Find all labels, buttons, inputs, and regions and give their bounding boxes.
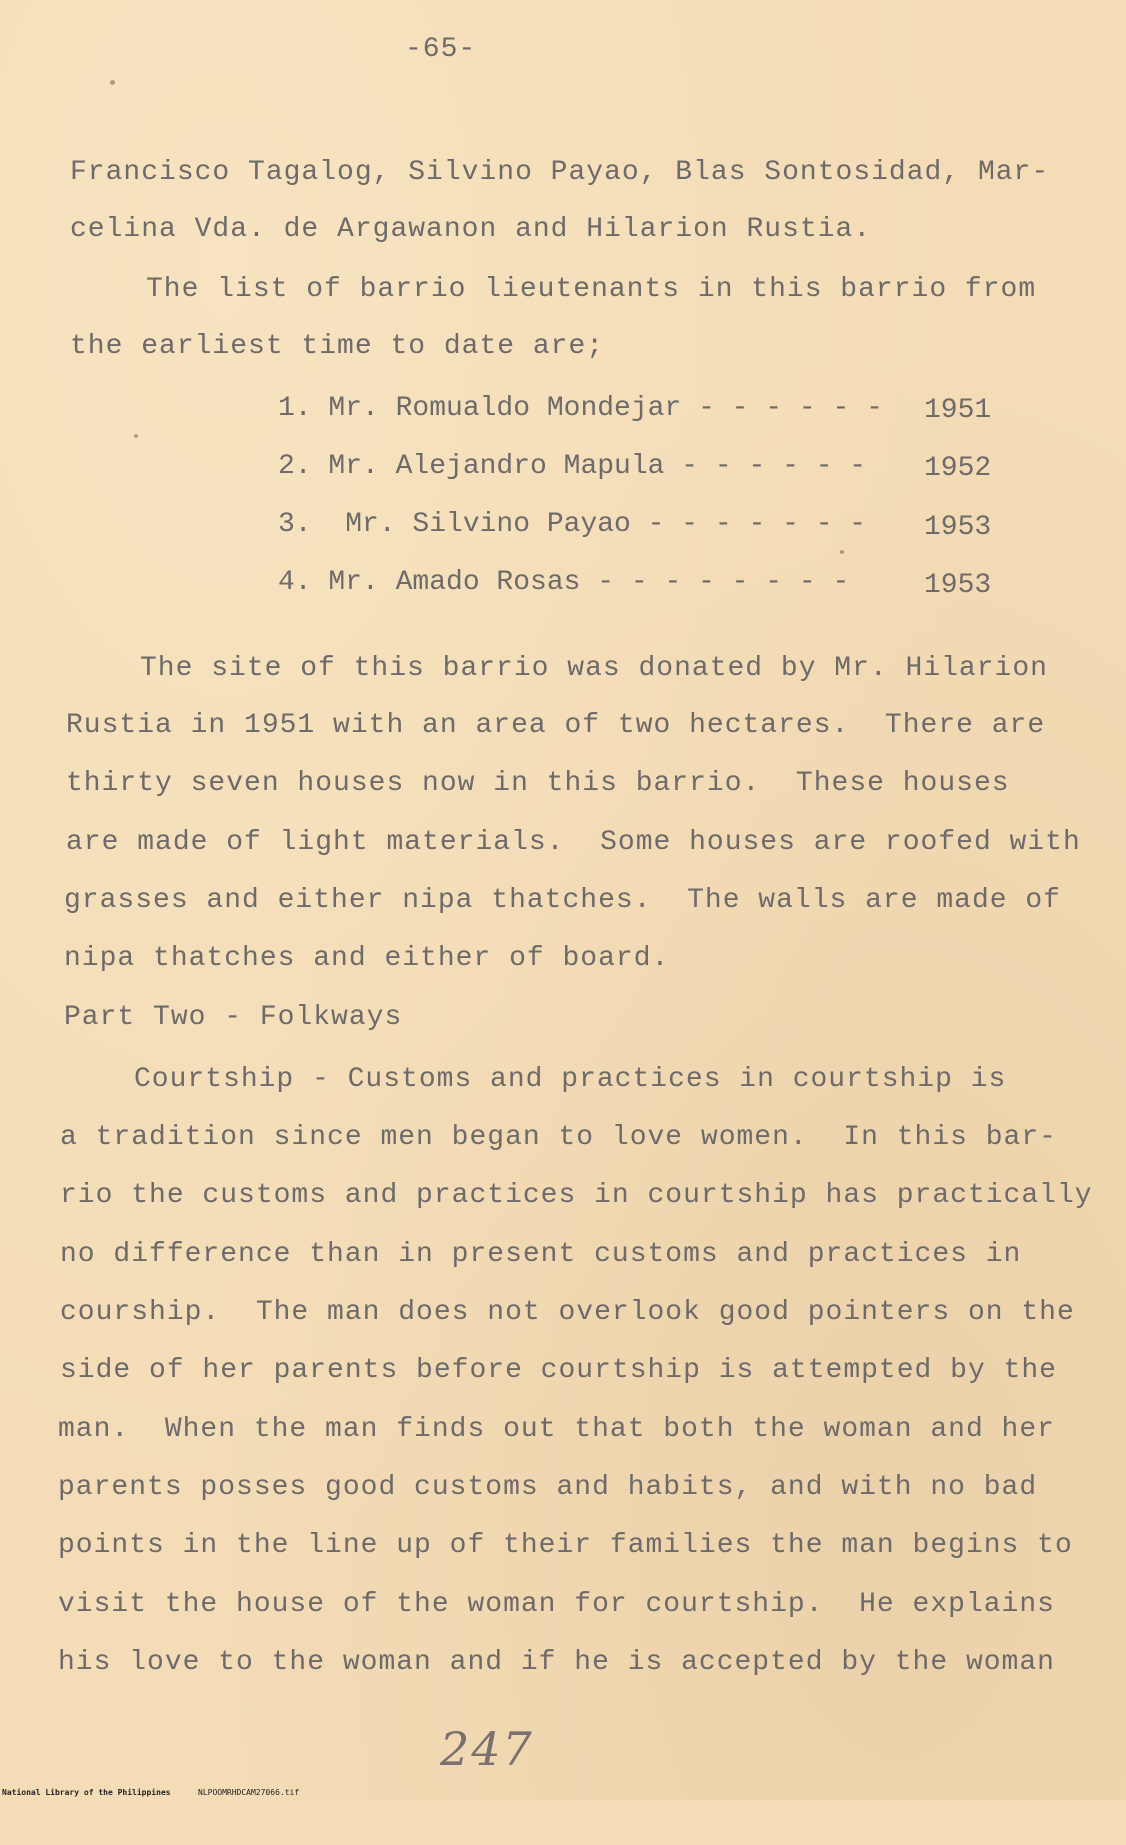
- text-line: man. When the man finds out that both the woman and her: [58, 1414, 1055, 1445]
- text-line: are made of light materials. Some houses are roofed with: [66, 827, 1081, 858]
- text-line: Courtship - Customs and practices in courtship is: [134, 1064, 1007, 1095]
- lieutenant-year: 1953: [924, 570, 992, 601]
- lieutenant-entry: 1. Mr. Romualdo Mondejar - - - - - -: [278, 393, 883, 424]
- text-line: no difference than in present customs and practices in: [60, 1239, 1022, 1270]
- text-line: thirty seven houses now in this barrio. These houses: [66, 768, 1010, 799]
- lieutenant-entry: 3. Mr. Silvino Payao - - - - - - -: [278, 509, 867, 540]
- lieutenant-year: 1952: [924, 453, 992, 484]
- page-number: -65-: [405, 34, 477, 65]
- text-line: Rustia in 1951 with an area of two hectares. There are: [66, 710, 1046, 741]
- lieutenant-entry: 2. Mr. Alejandro Mapula - - - - - -: [278, 451, 867, 482]
- text-line: a tradition since men began to love women. In this bar-: [60, 1122, 1057, 1153]
- handwritten-page-number: 247: [440, 1722, 534, 1776]
- lieutenant-year: 1953: [924, 512, 992, 543]
- footer-filename: NLPOOMRHDCAM27066.tif: [198, 1788, 300, 1797]
- text-line: the earliest time to date are;: [70, 331, 605, 362]
- text-line: celina Vda. de Argawanon and Hilarion Rustia.: [70, 214, 872, 245]
- text-line: The list of barrio lieutenants in this barrio from: [146, 274, 1037, 305]
- lieutenant-year: 1951: [924, 395, 992, 426]
- text-line: his love to the woman and if he is accepted by the woman: [58, 1647, 1055, 1678]
- text-line: Francisco Tagalog, Silvino Payao, Blas Sontosidad, Mar-: [70, 157, 1050, 188]
- text-line: nipa thatches and either of board.: [64, 943, 670, 974]
- lieutenant-entry: 4. Mr. Amado Rosas - - - - - - - -: [278, 567, 850, 598]
- paper-speck: [110, 80, 115, 85]
- text-line: rio the customs and practices in courtship has practically: [60, 1180, 1093, 1211]
- paper-speck: [840, 550, 844, 554]
- text-line: parents posses good customs and habits, and with no bad: [58, 1472, 1038, 1503]
- text-line: The site of this barrio was donated by Mr. Hilarion: [140, 653, 1048, 684]
- section-heading: Part Two - Folkways: [64, 1002, 403, 1033]
- text-line: side of her parents before courtship is attempted by the: [60, 1355, 1057, 1386]
- text-line: courship. The man does not overlook good pointers on the: [60, 1297, 1075, 1328]
- text-line: points in the line up of their families the man begins to: [58, 1530, 1073, 1561]
- paper-speck: [134, 434, 138, 438]
- archive-footer: [0, 1785, 1126, 1800]
- text-line: visit the house of the woman for courtship. He explains: [58, 1589, 1055, 1620]
- text-line: grasses and either nipa thatches. The walls are made of: [64, 885, 1061, 916]
- footer-library: National Library of the Philippines: [2, 1788, 171, 1797]
